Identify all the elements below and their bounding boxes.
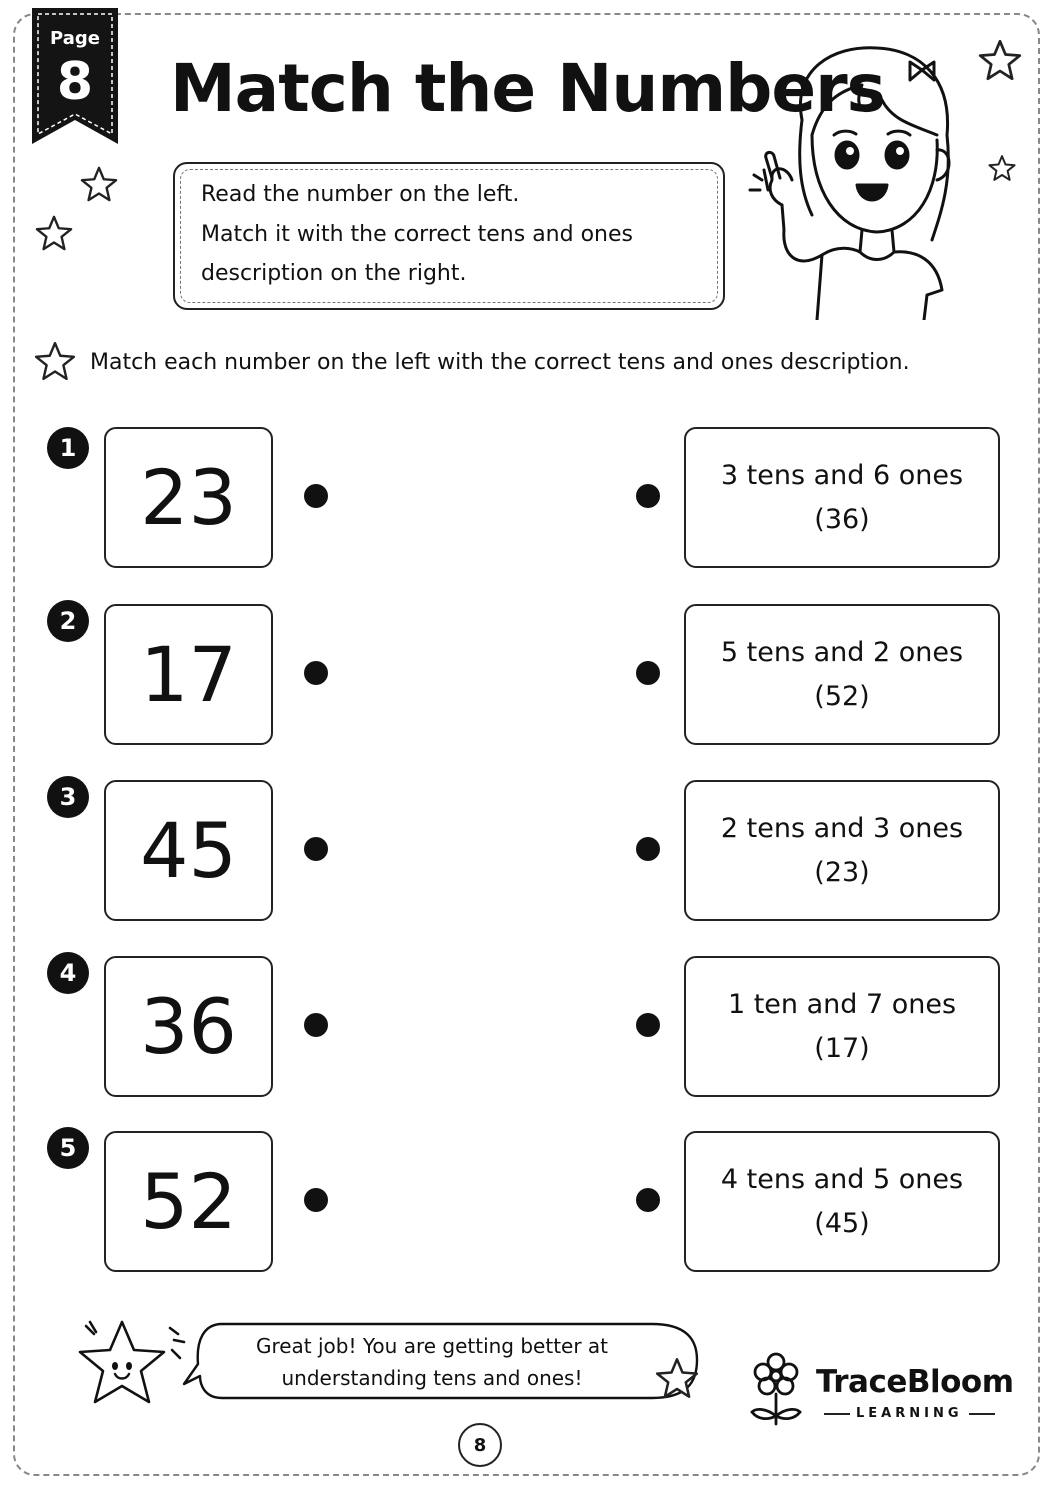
star-icon [654,1356,700,1400]
right-match-dot[interactable] [636,1013,660,1037]
description-text: 1 ten and 7 ones [727,988,957,1020]
left-match-dot[interactable] [304,661,328,685]
description-card [684,604,1000,745]
match-row-4 [0,956,1055,1098]
page-title: Match the Numbers [170,50,885,127]
description-text: 3 tens and 6 ones [720,459,964,491]
right-match-dot[interactable] [636,1188,660,1212]
instruction-line: Read the number on the left. [201,182,520,207]
row-number-badge: 1 [47,427,89,469]
description-text: 4 tens and 5 ones [720,1163,964,1195]
flower-logo-icon [748,1350,804,1426]
right-match-dot[interactable] [636,484,660,508]
left-match-dot[interactable] [304,484,328,508]
description-card [684,427,1000,568]
number-card: 23 [104,427,273,568]
description-value: (23) [814,856,870,888]
girl-pointing-illustration [742,40,957,320]
description-value: (45) [814,1207,870,1239]
match-row-3 [0,780,1055,922]
page-number: 8 [458,1423,502,1467]
brand-logo [748,1350,1014,1430]
left-match-dot[interactable] [304,1188,328,1212]
left-match-dot[interactable] [304,1013,328,1037]
star-icon [978,38,1022,82]
match-row-1 [0,427,1055,569]
instruction-line: description on the right. [201,261,467,286]
description-text: 2 tens and 3 ones [720,812,964,844]
number-card: 52 [104,1131,273,1272]
brand-name: TraceBloom [816,1364,1014,1400]
star-icon [35,214,73,252]
left-match-dot[interactable] [304,837,328,861]
match-row-5 [0,1131,1055,1273]
star-icon [80,165,118,203]
row-number-badge: 2 [47,600,89,642]
star-icon [33,340,77,382]
page-label: Page [50,28,100,49]
directions-text: Match each number on the left with the correct tens and ones description. [90,350,910,375]
instruction-line: Match it with the correct tens and ones [201,222,633,247]
smiling-star-icon [66,1314,190,1418]
encouragement-line: understanding tens and ones! [281,1366,583,1390]
row-number-badge: 3 [47,776,89,818]
brand-subtitle: LEARNING [818,1406,1001,1421]
description-value: (36) [814,503,870,535]
encouragement-line: Great job! You are getting better at [255,1334,609,1358]
description-card [684,1131,1000,1272]
description-value: (17) [814,1032,870,1064]
match-row-2 [0,604,1055,746]
number-card: 17 [104,604,273,745]
description-text: 5 tens and 2 ones [720,636,964,668]
page-ribbon [32,8,118,144]
description-card [684,956,1000,1097]
number-card: 36 [104,956,273,1097]
row-number-badge: 4 [47,952,89,994]
description-value: (52) [814,680,870,712]
right-match-dot[interactable] [636,661,660,685]
star-icon [988,154,1016,182]
row-number-badge: 5 [47,1127,89,1169]
encouragement-bubble [182,1318,700,1406]
right-match-dot[interactable] [636,837,660,861]
description-card [684,780,1000,921]
number-card: 45 [104,780,273,921]
speech-bubble-icon [182,1318,700,1406]
page-badge-number: 8 [56,52,94,112]
instruction-box [173,162,725,310]
